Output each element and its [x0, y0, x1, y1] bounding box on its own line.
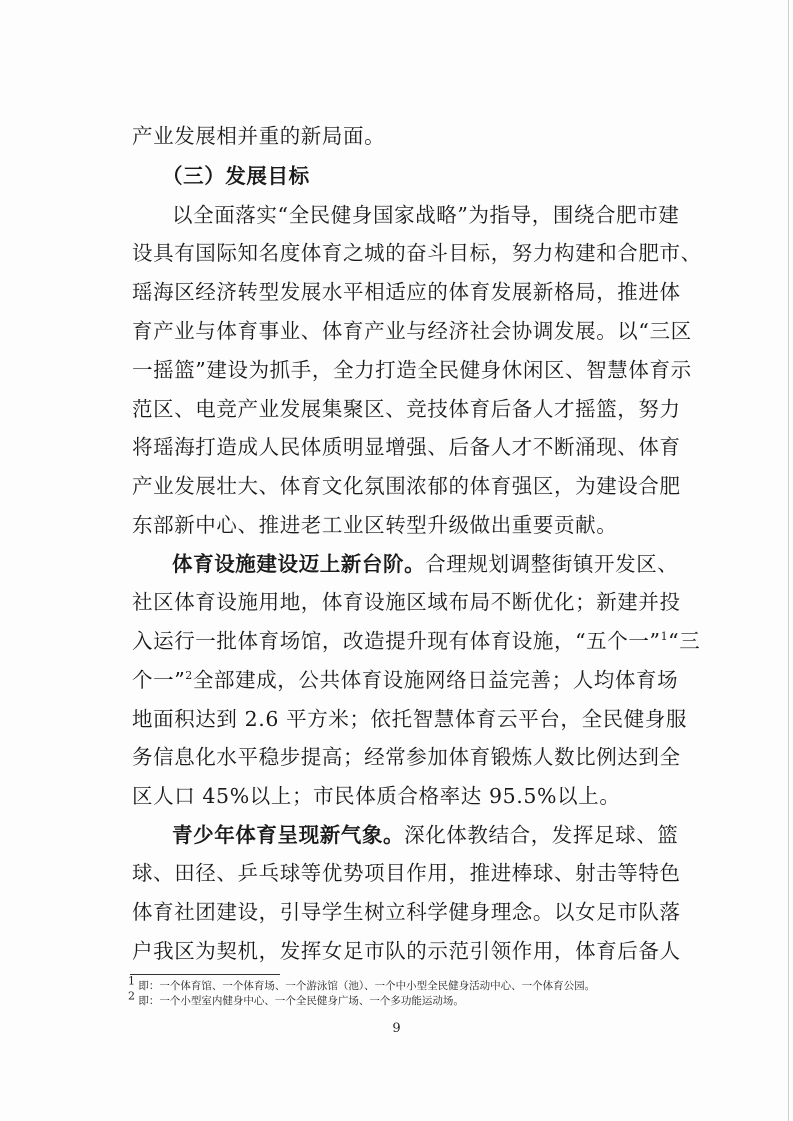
text-line: 一摇篮”建设为抓手，全力打造全民健身休闲区、智慧体育示	[132, 358, 692, 382]
text-line: 体育社团建设，引导学生树立科学健身理念。以女足市队落	[132, 900, 681, 924]
footnote-ref: 1	[660, 630, 669, 644]
paragraph-text: 个一”	[132, 668, 186, 692]
text-line: 务信息化水平稳步提高；经常参加体育锻炼人数比例达到全	[132, 745, 681, 769]
paragraph-text: 入运行一批体育场馆，改造提升现有体育设施，“五个一”	[132, 629, 661, 653]
text-line	[132, 667, 678, 693]
text-line	[172, 822, 678, 848]
text-line: 瑶海区经济转型发展水平相适应的体育发展新格局，推进体	[132, 280, 681, 304]
text-line: 区人口 45%以上；市民体质合格率达 95.5%以上。	[132, 784, 621, 808]
text-line: 社区体育设施用地，体育设施区域布局不断优化；新建并投	[132, 590, 681, 614]
footnote-text: 即：一个体育馆、一个体育场、一个游泳馆（池）、一个中小型全民健身活动中心、一个体育公园。	[138, 980, 596, 992]
footnote-number: 2	[128, 989, 135, 1003]
text-line: 育产业与体育事业、体育产业与经济社会协调发展。以“三区	[132, 319, 692, 343]
paragraph-lead: 青少年体育呈现新气象。	[172, 823, 405, 847]
text-line: 范区、电竞产业发展集聚区、竞技体育后备人才摇篮，努力	[132, 397, 681, 421]
text-line: 地面积达到 2.6 平方米；依托智慧体育云平台，全民健身服	[132, 707, 688, 731]
page-number: 9	[392, 1021, 401, 1036]
paragraph-text: 合理规划调整街镇开发区、	[425, 552, 679, 576]
paragraph-lead: 体育设施建设迈上新台阶。	[172, 552, 426, 576]
text-line: 球、田径、乒乓球等优势项目作用，推进棒球、射击等特色	[132, 861, 681, 885]
paragraph-text: 深化体教结合，发挥足球、篮	[404, 823, 679, 847]
paragraph-text: “三	[668, 629, 701, 653]
section-heading: （三）发展目标	[162, 164, 310, 188]
footnote-number: 1	[128, 974, 135, 988]
text-line: 户我区为契机，发挥女足市队的示范引领作用，体育后备人	[132, 939, 681, 963]
text-line: 东部新中心、推进老工业区转型升级做出重要贡献。	[132, 513, 618, 537]
scan-edge-line	[788, 0, 789, 1121]
footnote-ref: 2	[185, 669, 193, 683]
text-line: 将瑶海打造成人民体质明显增强、后备人才不断涌现、体育	[132, 435, 681, 459]
footnote-1	[128, 974, 596, 993]
text-line: 产业发展壮大、体育文化氛围浓郁的体育强区，为建设合肥	[132, 474, 681, 498]
text-line	[132, 628, 700, 654]
text-line	[172, 551, 678, 577]
text-line: 产业发展相并重的新局面。	[132, 124, 386, 148]
footnote-2	[128, 989, 464, 1008]
text-line: 设具有国际知名度体育之城的奋斗目标，努力构建和合肥市、	[132, 241, 702, 265]
footnote-divider	[130, 974, 280, 975]
paragraph-text: 全部建成，公共体育设施网络日益完善；人均体育场	[192, 668, 679, 692]
text-line: 以全面落实“全民健身国家战略”为指导，围绕合肥市建	[172, 203, 680, 227]
footnote-text: 即：一个小型室内健身中心、一个全民健身广场、一个多功能运动场。	[138, 995, 464, 1007]
